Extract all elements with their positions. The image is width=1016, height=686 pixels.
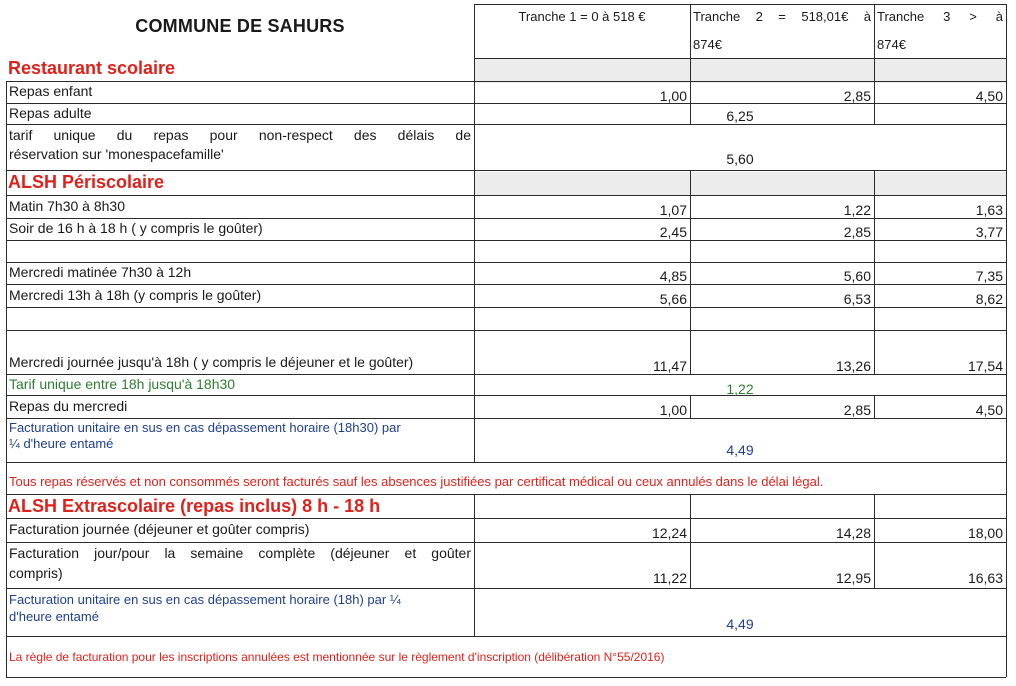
grid-line: [6, 81, 1006, 82]
value-repas-mercredi-t3: 4,50: [975, 402, 1003, 418]
grid-line: [6, 374, 1006, 375]
grid-line: [6, 494, 1006, 495]
grid-line: [6, 284, 1006, 285]
grid-line: [6, 330, 1006, 331]
tranche-3-header: Tranche 3 > à: [877, 9, 1003, 24]
value-depassement-peri: 4,49: [726, 442, 754, 458]
grid-line: [874, 4, 875, 124]
value-soir-t3: 3,77: [975, 224, 1003, 240]
value-mercredi-aprem-t1: 5,66: [659, 291, 687, 307]
value-soir-t1: 2,45: [659, 224, 687, 240]
row-label-journee: Facturation journée (déjeuner et goûter compris): [9, 521, 310, 537]
grid-line: [6, 195, 1006, 196]
grid-line: [6, 218, 1006, 219]
value-semaine-t3: 16,63: [967, 570, 1003, 586]
row-label-repas-adulte: Repas adulte: [9, 105, 92, 121]
row-label-depassement-peri-cont: ¼ d'heure entamé: [9, 436, 114, 451]
tranche-2-header: Tranche 2 = 518,01€ à: [693, 9, 871, 24]
value-matin-t1: 1,07: [659, 202, 687, 218]
row-label-mercredi-matin: Mercredi matinée 7h30 à 12h: [9, 264, 192, 280]
gray-band-periscolaire: [474, 172, 1006, 196]
grid-line: [6, 518, 1006, 519]
value-non-respect: 5,60: [726, 151, 754, 167]
grid-line: [6, 462, 1006, 463]
footer-note: La règle de facturation pour les inscriptions annulées est mentionnée sur le règlement d'inscription (délibération N°55/2016): [9, 650, 665, 664]
row-label-depassement-peri: Facturation unitaire en sus en cas dépassement horaire (18h30) par: [9, 420, 401, 435]
value-mercredi-matin-t1: 4,85: [659, 268, 687, 284]
tranche-3-header-cont: 874€: [877, 37, 906, 52]
grid-line: [6, 542, 1006, 543]
value-repas-adulte: 6,25: [726, 108, 754, 124]
value-semaine-t2: 12,95: [835, 570, 871, 586]
row-label-matin: Matin 7h30 à 8h30: [9, 198, 125, 214]
value-repas-enfant-t2: 2,85: [843, 88, 871, 104]
value-repas-enfant-t1: 1,00: [659, 88, 687, 104]
value-mercredi-aprem-t2: 6,53: [843, 291, 871, 307]
row-label-non-respect: tarif unique du repas pour non-respect des délais de: [9, 127, 471, 143]
value-semaine-t1: 11,22: [653, 570, 687, 586]
value-depassement-extra: 4,49: [726, 616, 754, 632]
grid-line: [6, 262, 1006, 263]
grid-line: [6, 81, 7, 677]
grid-line: [474, 4, 1006, 5]
tranche-1-header: Tranche 1 = 0 à 518 €: [518, 9, 646, 24]
row-label-depassement-extra: Facturation unitaire en sus en cas dépassement horaire (18h) par ¼: [9, 592, 401, 607]
grid-line: [1006, 4, 1007, 58]
grid-line: [474, 4, 475, 170]
value-journee-t2: 14,28: [835, 525, 871, 541]
page-title: COMMUNE DE SAHURS: [135, 16, 345, 36]
row-label-non-respect-cont: réservation sur 'monespacefamille': [9, 146, 224, 162]
value-matin-t2: 1,22: [843, 202, 871, 218]
value-mercredi-matin-t3: 7,35: [975, 268, 1003, 284]
value-soir-t2: 2,85: [843, 224, 871, 240]
value-repas-enfant-t3: 4,50: [975, 88, 1003, 104]
grid-line: [474, 494, 475, 636]
row-label-repas-mercredi: Repas du mercredi: [9, 398, 128, 414]
grid-line: [1006, 58, 1007, 677]
section-periscolaire-title: ALSH Périscolaire: [8, 172, 165, 192]
row-label-semaine-cont: compris): [9, 565, 63, 581]
section-restaurant-title: Restaurant scolaire: [8, 58, 176, 78]
grid-line: [6, 677, 1006, 678]
tranche-2-header-cont: 874€: [693, 37, 722, 52]
value-mercredi-journee-t3: 17,54: [967, 358, 1003, 374]
row-label-semaine: Facturation jour/pour la semaine complète (déjeuner et goûter: [9, 545, 471, 561]
grid-line: [6, 588, 1006, 589]
value-mercredi-journee-t1: 11,47: [653, 358, 687, 374]
row-label-soir: Soir de 16 h à 18 h ( y compris le goûter): [9, 220, 263, 236]
row-label-mercredi-journee: Mercredi journée jusqu'à 18h ( y compris le déjeuner et le goûter): [9, 354, 414, 370]
notice-repas-reserves: Tous repas réservés et non consommés seront facturés sauf les absences justifiées par certificat médical ou ceux annulés dans le délai légal.: [9, 474, 824, 489]
grid-line: [6, 170, 1006, 171]
value-journee-t1: 12,24: [651, 525, 687, 541]
grid-line: [6, 636, 1006, 637]
value-tarif-unique: 1,22: [726, 381, 754, 397]
value-matin-t3: 1,63: [975, 202, 1003, 218]
row-label-depassement-extra-cont: d'heure entamé: [9, 609, 99, 624]
value-repas-mercredi-t2: 2,85: [843, 402, 871, 418]
value-repas-mercredi-t1: 1,00: [659, 402, 687, 418]
value-journee-t3: 18,00: [967, 525, 1003, 541]
grid-line: [474, 58, 1006, 59]
grid-line: [690, 4, 691, 124]
grid-line: [6, 307, 1006, 308]
value-mercredi-matin-t2: 5,60: [843, 268, 871, 284]
value-mercredi-journee-t2: 13,26: [835, 358, 871, 374]
grid-line: [6, 418, 1006, 419]
value-mercredi-aprem-t3: 8,62: [975, 291, 1003, 307]
section-extrascolaire-title: ALSH Extrascolaire (repas inclus) 8 h - 18 h: [8, 496, 381, 516]
grid-line: [6, 240, 1006, 241]
row-label-tarif-unique: Tarif unique entre 18h jusqu'à 18h30: [9, 376, 236, 392]
row-label-mercredi-aprem: Mercredi 13h à 18h (y compris le goûter): [9, 287, 262, 303]
row-label-repas-enfant: Repas enfant: [9, 83, 93, 99]
gray-band-restaurant: [474, 58, 1006, 83]
grid-line: [6, 124, 1006, 125]
